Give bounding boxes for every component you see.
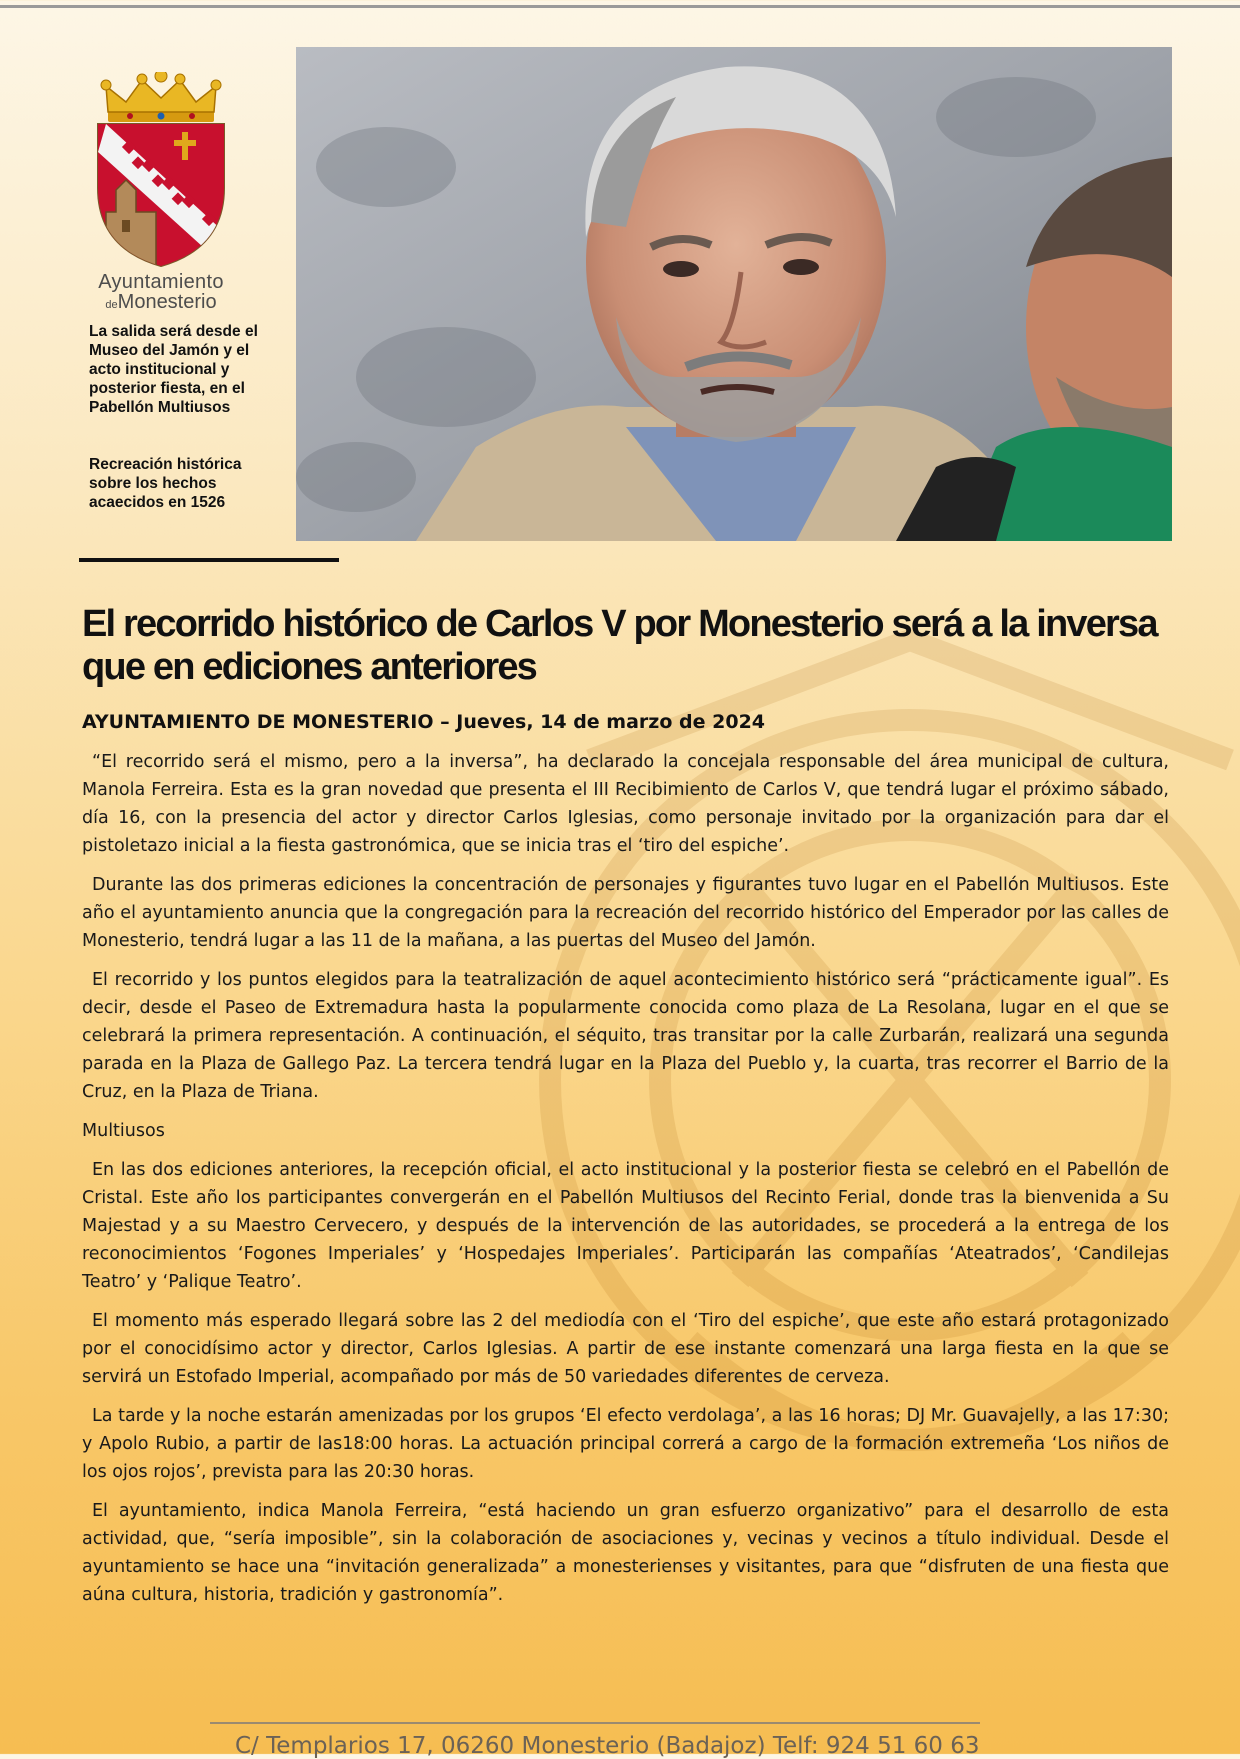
body-paragraph: “El recorrido será el mismo, pero a la inversa”, ha declarado la concejala responsable del área municipal de cultura, Manola Ferreira. Esta es la gran novedad que presenta el III Recibimiento de Carlos V, que tendrá lugar el próximo sábado, día 16, con la presencia del actor y director Carlos Iglesias, como personaje invitado por la organización para dar el pistoletazo inicial a la fiesta gastronómica, que se inicia tras el ‘tiro del espiche’.: [82, 752, 1169, 856]
logo-line-2-name: Monesterio: [117, 291, 217, 313]
section-subheading: Multiusos: [82, 1121, 165, 1141]
top-border-line: [0, 5, 1240, 8]
sidebar-note-historical: Recreación histórica sobre los hechos acaecidos en 1526: [89, 456, 242, 511]
body-paragraph: En las dos ediciones anteriores, la recepción oficial, el acto institucional y la posterior fiesta se celebró en el Pabellón de Cristal. Este año los participantes convergerán en el Pabellón Multiusos del Recinto Ferial, donde tras la bienvenida a Su Majestad y a su Maestro Cervecero, y después de la intervención de las autoridades, se procederá a la entrega de los reconocimientos ‘Fogones Imperiales’ y ‘Hospedajes Imperiales’. Participarán las compañías ‘Ateatrados’, ‘Candilejas Teatro’ y ‘Palique Teatro’.: [82, 1160, 1169, 1292]
logo-line-2-prefix: de: [105, 299, 118, 311]
article-byline: AYUNTAMIENTO DE MONESTERIO – Jueves, 14 de marzo de 2024: [82, 711, 766, 733]
footer-address: C/ Templarios 17, 06260 Monesterio (Badajoz) Telf: 924 51 60 63: [235, 1733, 980, 1759]
sidebar-note-departure: La salida será desde el Museo del Jamón y el acto institucional y posterior fiesta, en el Pabellón Multiusos: [89, 323, 258, 416]
body-paragraph: El momento más esperado llegará sobre las 2 del mediodía con el ‘Tiro del espiche’, que este año estará protagonizado por el conocidísimo actor y director, Carlos Iglesias. A partir de ese instante comenzará una larga fiesta en la que se servirá un Estofado Imperial, acompañado por más de 50 variedades diferentes de cerveza.: [82, 1311, 1169, 1387]
logo-wordmark: [86, 272, 236, 312]
body-paragraph: El recorrido y los puntos elegidos para la teatralización de aquel acontecimiento histórico será “prácticamente igual”. Es decir, desde el Paseo de Extremadura hasta la popularmente conocida como plaza de La Resolana, lugar en el que se celebrará la primera representación. A continuación, el séquito, tras transitar por la calle Zurbarán, realizará una segunda parada en la Plaza de Gallego Paz. La tercera tendrá lugar en la Plaza del Pueblo y, la cuarta, tras recorrer el Barrio de la Cruz, en la Plaza de Triana.: [82, 970, 1169, 1102]
logo-line-2: [86, 292, 236, 312]
body-paragraph: El ayuntamiento, indica Manola Ferreira, “está haciendo un gran esfuerzo organizativo” para el desarrollo de esta actividad, que, “sería imposible”, sin la colaboración de asociaciones y, vecinas y vecinos a título individual. Desde el ayuntamiento se hace una “invitación generalizada” a monesterienses y visitantes, para que “disfruten de una fiesta que aúna cultura, historia, tradición y gastronomía”.: [82, 1501, 1169, 1605]
title-divider: [79, 558, 339, 562]
footer-divider: [210, 1722, 980, 1724]
article-body: [82, 748, 1169, 1620]
municipal-logo: [86, 72, 236, 312]
logo-line-1: Ayuntamiento: [98, 271, 224, 293]
body-paragraph: Durante las dos primeras ediciones la concentración de personajes y figurantes tuvo lugar en el Pabellón Multiusos. Este año el ayuntamiento anuncia que la congregación para la recreación del recorrido histórico del Emperador por las calles de Monesterio, tendrá lugar a las 11 de la mañana, a las puertas del Museo del Jamón.: [82, 875, 1169, 951]
body-paragraph: La tarde y la noche estarán amenizadas por los grupos ‘El efecto verdolaga’, a las 16 horas; DJ Mr. Guavajelly, a las 17:30; y Apolo Rubio, a partir de las18:00 horas. La actuación principal correrá a cargo de la formación extremeña ‘Los niños de los ojos rojos’, prevista para las 20:30 horas.: [82, 1406, 1169, 1482]
photo-portrait-image: [296, 47, 1172, 541]
coat-of-arms-icon: [86, 72, 236, 268]
article-title: El recorrido histórico de Carlos V por Monesterio será a la inversa que en ediciones anteriores: [82, 603, 1157, 688]
article-photo: [296, 47, 1172, 541]
